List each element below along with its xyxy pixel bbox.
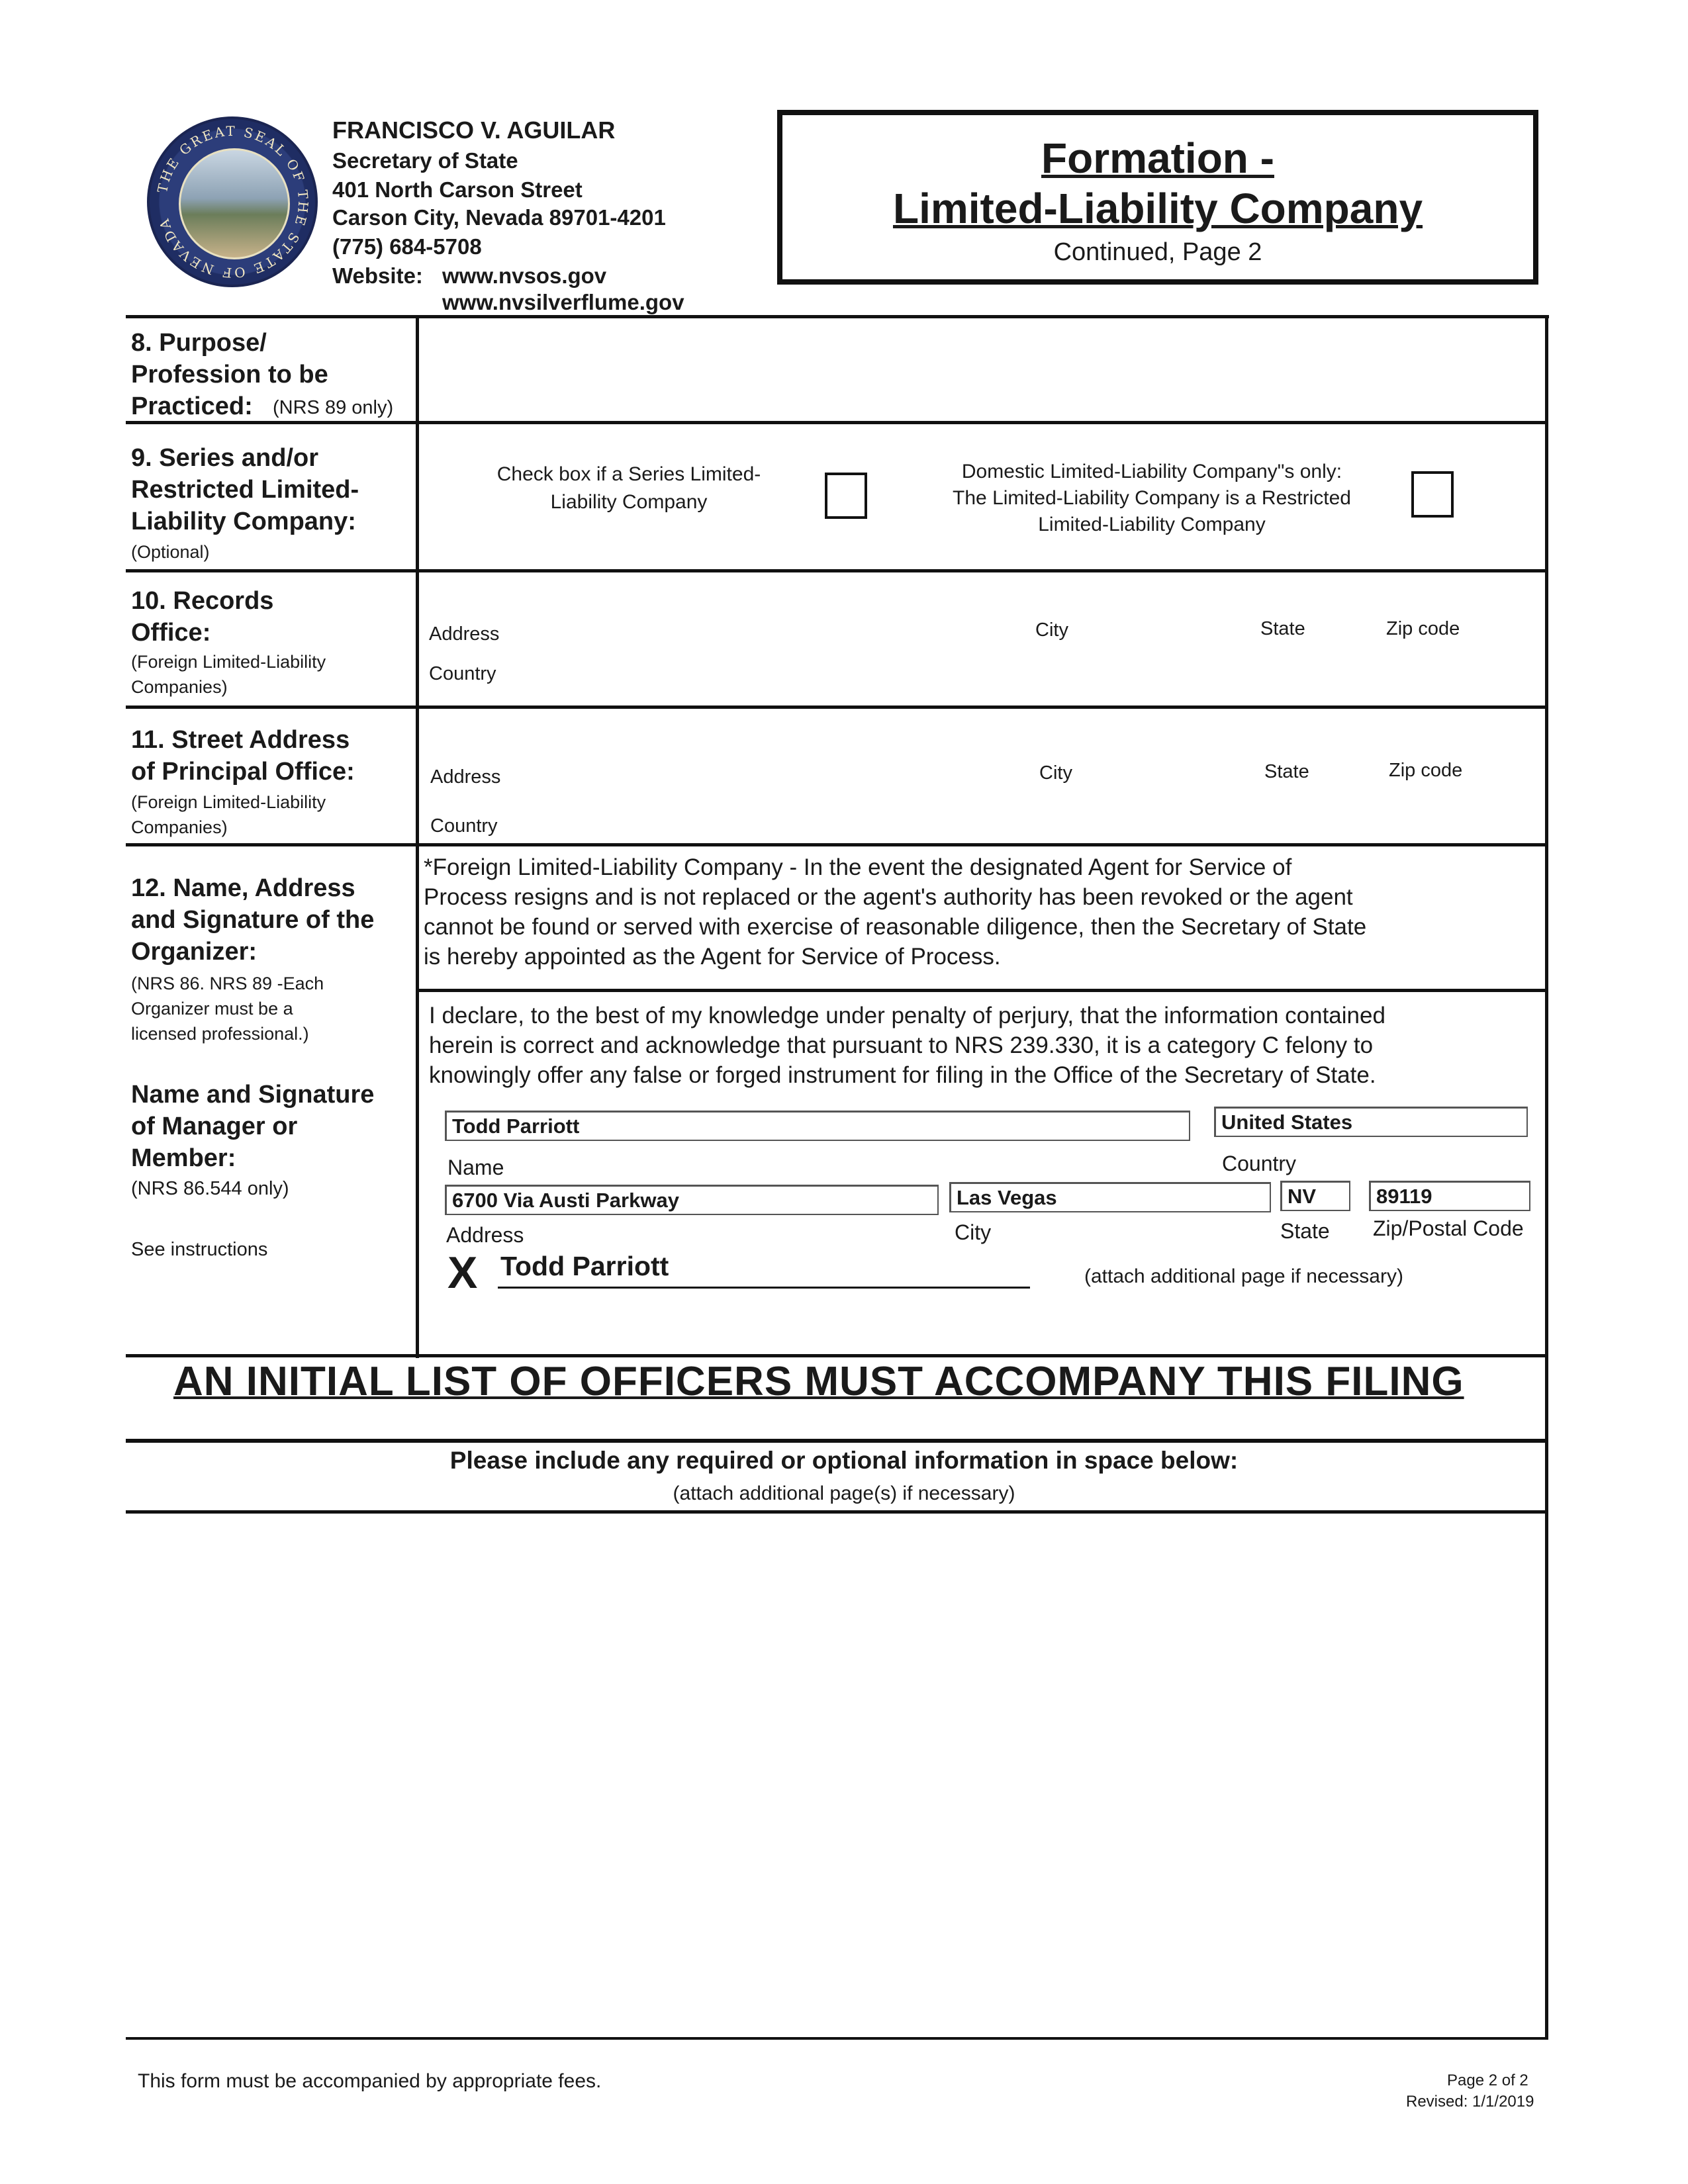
section10-label-2: Office: (131, 619, 211, 647)
principal-country-label: Country (430, 815, 498, 837)
records-city-label: City (1035, 619, 1068, 641)
row11-bottom (126, 843, 1548, 846)
section9-label-2: Restricted Limited- (131, 476, 359, 504)
see-instructions: See instructions (131, 1239, 268, 1260)
section8-label-1: 8. Purpose/ (131, 329, 267, 357)
organizer-state-label: State (1280, 1219, 1330, 1243)
signature-line (498, 1287, 1030, 1289)
section9-label-1: 9. Series and/or (131, 444, 319, 472)
page-number: Page 2 of 2 (1447, 2071, 1528, 2089)
organizer-country-label: Country (1222, 1152, 1297, 1175)
website-link-silverflume[interactable]: www.nvsilverflume.gov (442, 290, 684, 314)
organizer-zip-input[interactable]: 89119 (1369, 1181, 1530, 1211)
section8-label-3: Practiced: (131, 392, 253, 420)
foreign-note-3: cannot be found or served with exercise of reasonable diligence, then the Secretary of State (424, 914, 1367, 940)
declaration-3: knowingly offer any false or forged instrument for filing in the Office of the Secretary of State. (429, 1062, 1376, 1088)
secretary-office: Secretary of State (332, 148, 518, 173)
domestic-text-2: The Limited-Liability Company is a Restricted (953, 487, 1351, 509)
optional-info-heading: Please include any required or optional information in space below: (449, 1447, 1239, 1474)
organizer-country-input[interactable]: United States (1214, 1107, 1528, 1137)
attach-page-note: (attach additional page if necessary) (1084, 1265, 1403, 1287)
section12-note-3: licensed professional.) (131, 1024, 309, 1044)
section12-note-2: Organizer must be a (131, 999, 293, 1019)
form-title-line2: Limited-Liability Company (892, 185, 1423, 232)
organizer-name-input[interactable]: Todd Parriott (445, 1111, 1190, 1141)
manager-label-1: Name and Signature (131, 1081, 375, 1109)
section10-note-1: (Foreign Limited-Liability (131, 652, 326, 672)
grid-top-line (126, 315, 1549, 318)
section9-label-3: Liability Company: (131, 508, 356, 535)
principal-address-label: Address (430, 766, 501, 788)
section11-label-1: 11. Street Address (131, 726, 350, 754)
form-title-continued: Continued, Page 2 (1053, 238, 1262, 266)
section12-note-1: (NRS 86. NRS 89 -Each (131, 974, 324, 993)
optional-info-area[interactable] (128, 1516, 1544, 2034)
optional-area-bottom (126, 2037, 1548, 2040)
fees-footer: This form must be accompanied by appropriate fees. (138, 2070, 602, 2092)
domestic-text-3: Limited-Liability Company (1038, 514, 1266, 535)
foreign-note-2: Process resigns and is not replaced or the agent's authority has been revoked or the agent (424, 884, 1353, 910)
section11-label-2: of Principal Office: (131, 758, 355, 786)
declaration-2: herein is correct and acknowledge that pursuant to NRS 239.330, it is a category C felony to (429, 1032, 1374, 1058)
label-column-divider (416, 316, 419, 1358)
foreign-note-4: is hereby appointed as the Agent for Service of Process. (424, 944, 1001, 970)
organizer-address-label: Address (446, 1223, 524, 1247)
nevada-state-seal (147, 116, 318, 287)
series-llc-checkbox[interactable] (825, 473, 867, 519)
foreign-note-bottom (417, 989, 1548, 992)
section10-label-1: 10. Records (131, 587, 274, 615)
organizer-city-label: City (955, 1220, 992, 1244)
signature-x-mark: X (447, 1248, 478, 1298)
section11-note-1: (Foreign Limited-Liability (131, 792, 326, 812)
secretary-name: FRANCISCO V. AGUILAR (332, 116, 616, 144)
records-state-label: State (1260, 618, 1305, 639)
principal-city-label: City (1039, 762, 1072, 784)
section12-label-3: Organizer: (131, 938, 258, 966)
svg-text:THE GREAT SEAL OF THE STATE OF: THE GREAT SEAL OF THE STATE OF NEVADA (154, 122, 312, 281)
website-label: Website: (332, 263, 423, 288)
office-city: Carson City, Nevada 89701-4201 (332, 205, 666, 230)
row10-bottom (126, 705, 1548, 709)
website-link-nvsos[interactable]: www.nvsos.gov (442, 263, 607, 288)
organizer-state-input[interactable]: NV (1280, 1181, 1350, 1211)
initial-list-banner: AN INITIAL LIST OF OFFICERS MUST ACCOMPANY THIS FILING (173, 1359, 1464, 1404)
form-title-box (777, 110, 1538, 285)
organizer-address-input[interactable]: 6700 Via Austi Parkway (445, 1185, 939, 1215)
optional-heading-bottom (126, 1510, 1548, 1514)
purpose-field[interactable] (421, 319, 1544, 420)
revised-date: Revised: 1/1/2019 (1406, 2093, 1534, 2111)
section12-label-2: and Signature of the (131, 906, 375, 934)
organizer-zip-label: Zip/Postal Code (1373, 1216, 1524, 1240)
row8-bottom (126, 421, 1548, 424)
principal-state-label: State (1264, 761, 1309, 782)
section8-note: (NRS 89 only) (273, 397, 394, 418)
seal-ring-lettering (150, 119, 315, 285)
organizer-signature[interactable]: Todd Parriott (500, 1251, 669, 1281)
manager-note: (NRS 86.544 only) (131, 1178, 289, 1199)
organizer-name-label: Name (447, 1156, 504, 1179)
row12-bottom (126, 1354, 1548, 1357)
declaration-1: I declare, to the best of my knowledge under penalty of perjury, that the information contained (429, 1003, 1385, 1028)
organizer-city-input[interactable]: Las Vegas (949, 1182, 1271, 1212)
series-text-2: Liability Company (550, 491, 708, 513)
row9-bottom (126, 569, 1548, 572)
office-street: 401 North Carson Street (332, 177, 583, 202)
form-title-line1: Formation - (1041, 134, 1274, 182)
manager-label-2: of Manager or (131, 1113, 298, 1140)
records-country-label: Country (429, 663, 496, 684)
section12-label-1: 12. Name, Address (131, 874, 355, 902)
manager-label-3: Member: (131, 1144, 236, 1172)
section9-note: (Optional) (131, 542, 210, 562)
office-phone: (775) 684-5708 (332, 234, 482, 259)
section10-note-2: Companies) (131, 677, 228, 697)
series-text-1: Check box if a Series Limited- (496, 463, 761, 485)
banner-bottom (126, 1439, 1548, 1443)
records-zip-label: Zip code (1386, 618, 1460, 639)
principal-zip-label: Zip code (1389, 760, 1463, 781)
section11-note-2: Companies) (131, 817, 228, 837)
records-address-label: Address (429, 623, 500, 645)
section8-label-2: Profession to be (131, 361, 328, 388)
optional-info-note: (attach additional page(s) if necessary) (673, 1482, 1015, 1504)
domestic-text-1: Domestic Limited-Liability Company"s only: (961, 461, 1342, 482)
restricted-llc-checkbox[interactable] (1411, 471, 1454, 518)
foreign-note-1: *Foreign Limited-Liability Company - In the event the designated Agent for Service of (424, 854, 1292, 880)
right-border (1545, 315, 1548, 2040)
